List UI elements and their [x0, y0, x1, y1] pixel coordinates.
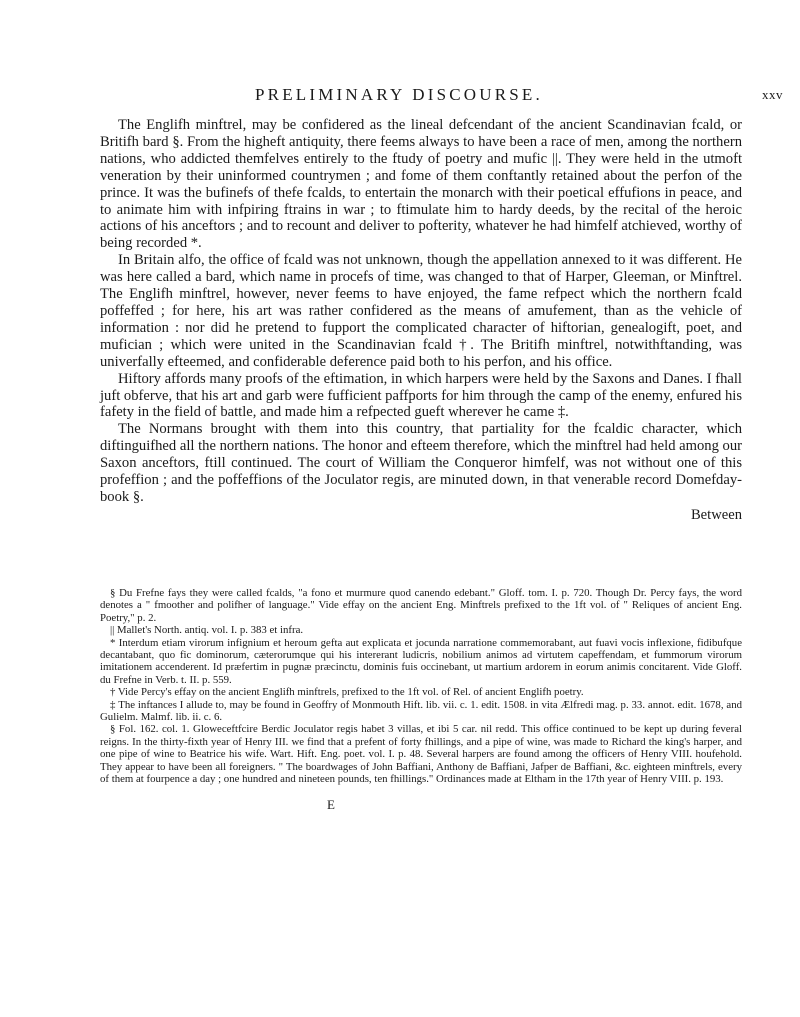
- paragraph: In Britain alfo, the office of fcald was not unknown, though the appellation annexed to it was different. He was here called a bard, which name in procefs of time, was changed to that of Harper, Gleeman, or Minftrel. The Englifh minftrel, however, never feems to have enjoyed, the fame refpect which the northern fcald poffeffed ; for here, his art was rather confidered as the means of amufement, than as the vehicle of information : nor did he pretend to fupport the complicated character of hiftorian, genealogift, poet, and mufician ; which were united in the Scandinavian fcald †. The Britifh minftrel, notwithftanding, was univerfally efteemed, and confiderable deference paid both to his perfon, and his office.: [100, 252, 742, 370]
- paragraph: Hiftory affords many proofs of the eftimation, in which harpers were held by the Saxons and Danes. I fhall juft obferve, that his art and garb were fufficient paffports for him through the camp of the enemy, enfured his fafety in the field of battle, and made him a refpected gueft wherever he came ‡.: [100, 370, 742, 421]
- footnote: * Interdum etiam virorum infignium et heroum gefta aut explicata et jocunda narratione commemorabant, aut fuavi vocis inflexione, fidibufque decantabant, quo fic dominorum, cæterorumque qui his intererant ludicris, nobilium animos ad virtutem capeffendam, et fummorum virorum imitationem accenderent. Id præfertim in pugnæ præcinctu, dominis fuis occinebant, ut martium ardorem in eorum animis concitarent. Vide Gloff. du Frefne in Verb. t. II. p. 559.: [100, 636, 742, 686]
- page-number: xxv: [762, 87, 783, 102]
- footnote: ‡ The inftances I allude to, may be found in Geoffry of Monmouth Hift. lib. vii. c. 1. edit. 1508. in vita Ælfredi mag. p. 33. annot. edit. 1678, and Gulielm. Malmf. lib. ii. c. 6.: [100, 698, 742, 724]
- running-title: PRELIMINARY DISCOURSE.: [255, 85, 543, 104]
- footnotes: [100, 587, 742, 786]
- running-head: [255, 85, 783, 105]
- footnote: † Vide Percy's effay on the ancient Englifh minftrels, prefixed to the 1ft vol. of Rel. of ancient Englifh poetry.: [110, 686, 584, 699]
- catchword: Between: [690, 506, 742, 523]
- paragraph: The Englifh minftrel, may be confidered as the lineal defcendant of the ancient Scandinavian fcald, or Britifh bard §. From the higheft antiquity, there feems always to have been a race of men, among the northern nations, who addicted themfelves entirely to the ftudy of poetry and mufic ||. They were held in the utmoft veneration by their uninformed countrymen ; and fome of them conftantly retained about the perfon of the prince. It was the bufinefs of thefe fcalds, to entertain the monarch with their poetical effufions in peace, and to animate him with infpiring ftrains in war ; to ftimulate him to hardy deeds, by the recital of the heroic actions of his anceftors ; and to recount and deliver to pofterity, whatever he had himfelf atchieved, worthy of being recorded *.: [100, 117, 742, 252]
- footnote: || Mallet's North. antiq. vol. I. p. 383 et infra.: [110, 624, 304, 637]
- footnote: § Du Frefne fays they were called fcalds, "a fono et murmure quod canendo edebant." Gloff. tom. I. p. 720. Though Dr. Percy fays, the word denotes a " fmoother and polifher of language." Vide effay on the ancient Eng. Minftrels prefixed to the 1ft vol. of " Reliques of ancient Eng. Poetry," p. 2.: [100, 587, 742, 624]
- paragraph: The Normans brought with them into this country, that partiality for the fcaldic character, which diftinguifhed all the northern nations. The honor and efteem therefore, which the minftrel had held among our Saxon anceftors, ftill continued. The court of William the Conqueror himfelf, was not without one of this profeffion ; and the poffeffions of the Joculator regis, are minuted down, in that venerable record Domefday-book §.: [100, 421, 742, 505]
- main-text: [100, 117, 742, 524]
- signature-mark: E: [327, 797, 335, 812]
- footnote: § Fol. 162. col. 1. Gloweceftfcire Berdic Joculator regis habet 3 villas, et ibi 5 car. nil redd. This office continued to be kept up during feveral reigns. In the thirty-fixth year of Henry III. we find that a prefent of forty fhillings, and a pipe of wine, was made to Richard the king's harper, and one pipe of wine to Beatrice his wife. Wart. Hift. Eng. poet. vol. I. p. 48. Several harpers are found among the officers of Henry VIII. houfehold. They appear to have been all foreigners. " The boardwages of John Baffiani, Anthony de Baffiani, Jafper de Baffiani, &c. eighteen minftrels, every of them at fourpence a day ; one hundred and nineteen pounds, ten fhillings." Ordinances made at Eltham in the 17th year of Henry VIII. p. 193.: [100, 723, 742, 786]
